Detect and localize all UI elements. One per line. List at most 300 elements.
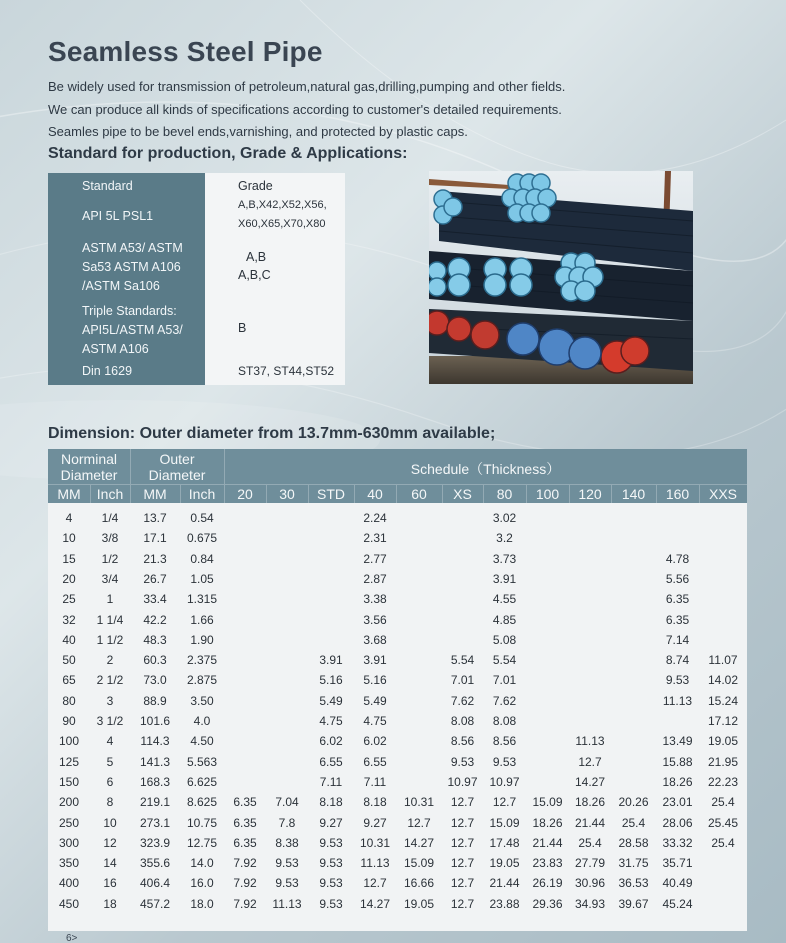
table-cell: 6.35 [233,795,257,810]
table-row [48,610,747,630]
standard-cell: ASTM A53/ ASTM [82,241,183,255]
column-divider [180,485,181,503]
table-cell: 18.26 [532,815,563,830]
table-cell: 0.84 [190,551,214,566]
table-cell: 28.06 [662,815,693,830]
standard-cell: API 5L PSL1 [82,209,154,223]
table-cell: 90 [62,714,76,728]
table-cell: 114.3 [140,734,170,749]
intro-line: We can produce all kinds of specifications according to customer's detailed requirements. [48,101,562,117]
table-cell: 4 [106,734,114,749]
table-cell: 101.6 [139,714,171,728]
column-divider [130,449,131,503]
dimension-heading: Dimension: Outer diameter from 13.7mm-630mm available; [48,425,496,442]
table-row [48,853,747,873]
grade-cell: A,B,C [238,268,271,282]
table-cell: 6.02 [363,734,387,749]
column-header: Inch [188,486,216,502]
table-row [48,792,747,812]
table-cell: 25.4 [711,835,735,850]
table-cell: 10.31 [359,835,391,850]
table-cell: 15.09 [532,795,563,810]
table-cell: 13.7 [143,511,167,525]
column-header: MM [143,486,167,502]
column-header: 100 [535,486,560,502]
table-cell: 16.0 [190,876,214,891]
table-cell: 21.44 [574,815,606,830]
intro-paragraph [48,76,565,144]
column-header: XS [453,486,472,502]
table-cell: 8.625 [186,795,218,810]
table-cell: 42.2 [143,612,167,627]
table-cell: 8.08 [450,714,475,728]
table-cell: 3.56 [363,612,387,627]
table-cell: 18.0 [190,896,214,911]
nominal-diameter-header [48,451,130,483]
table-cell: 14.27 [403,835,435,850]
table-row [48,589,747,609]
table-cell: 5.54 [492,653,517,668]
outer-label-line: Diameter [148,467,206,483]
table-cell: 12 [103,835,117,850]
table-cell: 4.0 [193,714,211,728]
table-cell: 3.91 [492,571,517,586]
table-cell: 11.13 [575,734,605,749]
table-cell: 5.49 [363,693,387,708]
table-cell: 141.3 [139,754,171,769]
table-cell: 28.58 [618,835,649,850]
column-divider [569,485,570,503]
table-cell: 4.75 [319,714,343,728]
column-divider [308,485,309,503]
table-cell: 9.53 [275,876,299,891]
table-cell: 30.96 [574,876,606,891]
column-divider [656,485,657,503]
column-header: 60 [411,486,427,502]
table-cell: 7.11 [363,774,387,789]
column-divider [90,485,91,503]
table-cell: 4.50 [190,734,214,749]
table-cell: 31.75 [618,856,649,871]
table-cell: 7.01 [450,673,475,688]
table-row [48,569,747,589]
column-header: 30 [279,486,295,502]
column-divider [442,485,443,503]
table-cell: 5.49 [319,693,343,708]
table-cell: 12.7 [450,795,475,810]
steel-pipe-stack-photo [429,171,693,384]
table-cell: 5.56 [665,571,690,586]
table-cell: 11.13 [360,856,390,871]
schedule-header: Schedule（Thickness） [410,461,561,477]
grade-cell: A,B,X42,X52,X56, [238,199,327,211]
table-cell: 39.67 [618,896,649,911]
table-cell: 18.26 [574,795,606,810]
table-cell: 15.09 [489,815,520,830]
table-cell: 12.7 [450,876,475,891]
column-divider [699,485,700,503]
table-cell: 125 [58,754,80,769]
column-header: 80 [496,486,513,502]
outer-label-line: Outer [159,451,195,467]
table-cell: 14 [103,856,117,871]
table-cell: 35.71 [662,856,693,871]
grade-header: Grade [238,179,273,193]
column-divider [354,485,355,503]
table-cell: 200 [58,795,80,810]
column-header: 20 [237,486,253,502]
table-cell: 45.24 [662,896,693,911]
table-cell: 1.90 [190,632,214,647]
table-cell: 15.09 [403,856,435,871]
table-cell: 88.9 [143,693,167,708]
column-header: XXS [708,486,737,502]
table-cell: 12.7 [492,795,517,810]
table-cell: 5.16 [363,673,387,688]
table-cell: 10.31 [403,795,435,810]
table-cell: 10.75 [186,815,218,830]
table-row [48,731,747,751]
page-number: 6> [66,933,78,943]
table-cell: 1/2 [101,551,119,566]
table-cell: 25.4 [578,835,602,850]
table-cell: 4.75 [363,714,387,728]
table-cell: 6.35 [233,815,257,830]
table-cell: 3.68 [363,632,387,647]
grade-cell: X60,X65,X70,X80 [238,218,326,230]
table-cell: 1 1/4 [96,612,124,627]
table-cell: 450 [58,896,80,911]
table-cell: 4 [65,511,73,525]
table-cell: 5.563 [186,754,218,769]
table-cell: 17.12 [707,714,739,728]
table-cell: 7.92 [233,856,257,871]
standard-cell: Sa53 ASTM A106 [82,260,181,274]
table-cell: 7.92 [233,896,257,911]
table-cell: 1.315 [186,592,218,607]
column-divider [526,485,527,503]
column-divider [396,485,397,503]
standard-column [48,173,205,385]
table-cell: 7.8 [278,815,296,830]
table-cell: 3.2 [496,531,513,546]
table-cell: 400 [58,876,80,891]
table-cell: 6.35 [233,835,257,850]
table-cell: 12.7 [450,856,475,871]
table-cell: 6.55 [319,754,343,769]
table-cell: 12.7 [363,876,387,891]
dimension-table-body [48,503,747,931]
outer-diameter-header [130,451,224,483]
column-header: MM [57,486,81,502]
table-cell: 250 [58,815,80,830]
table-cell: 12.7 [450,835,475,850]
column-header: 160 [665,486,690,502]
table-cell: 273.1 [139,815,171,830]
dimension-table-header [48,449,747,503]
table-cell: 48.3 [143,632,167,647]
table-cell: 23.83 [532,856,563,871]
table-row [48,549,747,569]
table-cell: 7.01 [492,673,517,688]
table-cell: 50 [62,653,76,668]
table-cell: 6.02 [319,734,343,749]
table-cell: 29.36 [532,896,563,911]
standard-cell: /ASTM Sa106 [82,279,160,293]
table-cell: 5.54 [450,653,475,668]
table-row [48,894,747,914]
table-cell: 17.1 [143,531,167,546]
table-cell: 4.55 [492,592,517,607]
table-cell: 1 [106,592,114,607]
table-cell: 14.27 [359,896,391,911]
table-cell: 2.31 [363,531,387,546]
table-cell: 10.97 [489,774,520,789]
table-row [48,691,747,711]
table-cell: 16.66 [403,876,435,891]
table-cell: 80 [62,693,76,708]
table-cell: 73.0 [143,673,167,688]
table-cell: 9.53 [665,673,690,688]
table-cell: 2.87 [363,571,387,586]
table-cell: 3 [106,693,114,708]
column-divider [483,485,484,503]
table-cell: 9.53 [319,896,343,911]
table-cell: 6 [106,774,114,789]
table-cell: 14.27 [574,774,606,789]
table-cell: 2.77 [363,551,387,566]
column-divider [266,485,267,503]
table-row [48,528,747,548]
table-cell: 12.7 [450,815,475,830]
table-cell: 11.13 [272,896,302,911]
table-cell: 1.05 [190,571,214,586]
table-cell: 5.16 [319,673,343,688]
table-cell: 8 [106,795,114,810]
table-row [48,650,747,670]
table-cell: 15.88 [662,754,693,769]
nominal-label-line: Norminal [60,451,117,467]
column-header: 140 [621,486,646,502]
table-cell: 9.27 [319,815,343,830]
table-cell: 26.7 [143,571,167,586]
column-divider [224,449,225,503]
table-cell: 14.02 [707,673,739,688]
table-cell: 12.7 [407,815,431,830]
table-cell: 219.1 [139,795,171,810]
table-cell: 19.05 [707,734,739,749]
table-cell: 1 1/2 [96,632,124,647]
table-cell: 9.53 [450,754,475,769]
table-row [48,752,747,772]
table-cell: 3 1/2 [96,714,124,728]
table-cell: 33.32 [662,835,693,850]
table-cell: 15.24 [707,693,739,708]
table-cell: 25.4 [621,815,646,830]
table-cell: 350 [58,856,80,871]
table-cell: 6.55 [363,754,387,769]
table-row [48,813,747,833]
table-cell: 2.875 [186,673,218,688]
table-cell: 7.11 [319,774,343,789]
table-cell: 457.2 [139,896,171,911]
table-cell: 7.92 [233,876,257,891]
table-cell: 3.50 [190,693,214,708]
standard-cell: ASTM A106 [82,342,149,356]
table-row [48,508,747,528]
table-cell: 9.53 [319,835,343,850]
table-cell: 33.4 [143,592,167,607]
table-cell: 168.3 [139,774,171,789]
grade-cell: B [238,321,247,335]
table-cell: 34.93 [574,896,606,911]
dimension-table [48,449,747,931]
table-cell: 21.95 [707,754,739,769]
table-cell: 1/4 [101,511,119,525]
table-cell: 4.78 [665,551,690,566]
page-title: Seamless Steel Pipe [48,36,323,67]
table-cell: 23.88 [489,896,520,911]
table-cell: 8.38 [275,835,299,850]
table-cell: 3/8 [101,531,119,546]
table-cell: 12.7 [450,896,475,911]
table-cell: 7.62 [450,693,475,708]
table-cell: 19.05 [403,896,435,911]
table-cell: 10.97 [447,774,478,789]
standard-cell: Triple Standards: [82,304,177,318]
table-cell: 8.18 [319,795,343,810]
table-cell: 6.35 [665,592,690,607]
table-cell: 60.3 [143,653,167,668]
table-cell: 21.3 [143,551,167,566]
table-cell: 9.53 [319,856,343,871]
grade-column [205,173,345,385]
table-cell: 9.53 [492,754,517,769]
table-cell: 12.75 [186,835,218,850]
table-cell: 13.49 [662,734,693,749]
table-cell: 3.91 [363,653,387,668]
standard-cell: Din 1629 [82,364,133,378]
table-cell: 0.54 [190,511,214,525]
table-cell: 20.26 [618,795,649,810]
table-cell: 1.66 [190,612,214,627]
table-cell: 8.56 [450,734,475,749]
table-cell: 15 [62,551,76,566]
table-cell: 21.44 [489,876,520,891]
standard-cell: API5L/ASTM A53/ [82,323,183,337]
table-cell: 8.56 [492,734,517,749]
table-cell: 5 [106,754,114,769]
table-cell: 355.6 [139,856,171,871]
table-cell: 3.91 [319,653,343,668]
table-cell: 40.49 [662,876,693,891]
table-cell: 7.62 [492,693,517,708]
table-cell: 150 [58,774,80,789]
table-row [48,630,747,650]
standards-table [48,173,345,385]
table-cell: 100 [58,734,80,749]
table-cell: 4.85 [492,612,517,627]
standard-header: Standard [82,179,133,193]
intro-line: Be widely used for transmission of petroleum,natural gas,drilling,pumping and other fields. [48,79,566,94]
table-row [48,711,747,731]
table-cell: 2 [106,653,114,668]
table-cell: 323.9 [139,835,171,850]
nominal-label-line: Diameter [60,467,118,483]
table-row [48,873,747,893]
table-cell: 10 [103,815,117,830]
table-cell: 9.53 [275,856,299,871]
table-cell: 7.04 [275,795,299,810]
table-cell: 5.08 [492,632,517,647]
table-cell: 6.35 [665,612,690,627]
table-cell: 18 [103,896,117,911]
table-cell: 16 [103,876,117,891]
table-cell: 32 [62,612,76,627]
table-cell: 9.27 [363,815,387,830]
table-cell: 8.08 [492,714,517,728]
table-cell: 0.675 [186,531,218,546]
intro-line: Seamles pipe to be bevel ends,varnishing, and protected by plastic caps. [48,124,468,139]
table-cell: 3/4 [101,571,119,586]
table-cell: 3.02 [492,511,517,525]
table-cell: 2 1/2 [96,673,124,688]
table-cell: 8.74 [665,653,690,668]
column-header: Inch [96,486,124,502]
table-cell: 17.48 [489,835,520,850]
table-cell: 3.73 [492,551,517,566]
table-cell: 406.4 [139,876,171,891]
table-cell: 9.53 [319,876,343,891]
table-cell: 18.26 [662,774,693,789]
grade-cell: A,B [246,250,267,264]
table-cell: 14.0 [190,856,214,871]
table-cell: 7.14 [665,632,690,647]
table-cell: 3.38 [363,592,387,607]
table-cell: 27.79 [574,856,606,871]
table-cell: 300 [58,835,80,850]
table-cell: 25 [62,592,76,607]
table-row [48,833,747,853]
table-cell: 12.7 [578,754,602,769]
table-cell: 22.23 [707,774,739,789]
column-header: STD [317,486,345,502]
table-cell: 36.53 [618,876,649,891]
table-cell: 8.18 [363,795,387,810]
table-row [48,772,747,792]
table-cell: 40 [62,632,76,647]
table-cell: 20 [62,571,76,586]
grade-cell: ST37, ST44,ST52 [238,364,335,378]
standards-heading: Standard for production, Grade & Applications: [48,145,408,162]
table-cell: 2.24 [363,511,387,525]
table-cell: 19.05 [489,856,520,871]
table-cell: 26.19 [532,876,563,891]
table-cell: 23.01 [662,795,693,810]
column-header: 40 [367,486,383,502]
table-cell: 11.13 [662,693,693,708]
column-divider [611,485,612,503]
table-cell: 6.625 [186,774,218,789]
table-cell: 25.4 [711,795,735,810]
table-row [48,670,747,690]
table-cell: 2.375 [186,653,218,668]
table-cell: 25.45 [707,815,739,830]
column-header: 120 [578,486,602,502]
table-cell: 10 [62,531,76,546]
table-cell: 21.44 [532,835,563,850]
table-cell: 65 [62,673,76,688]
